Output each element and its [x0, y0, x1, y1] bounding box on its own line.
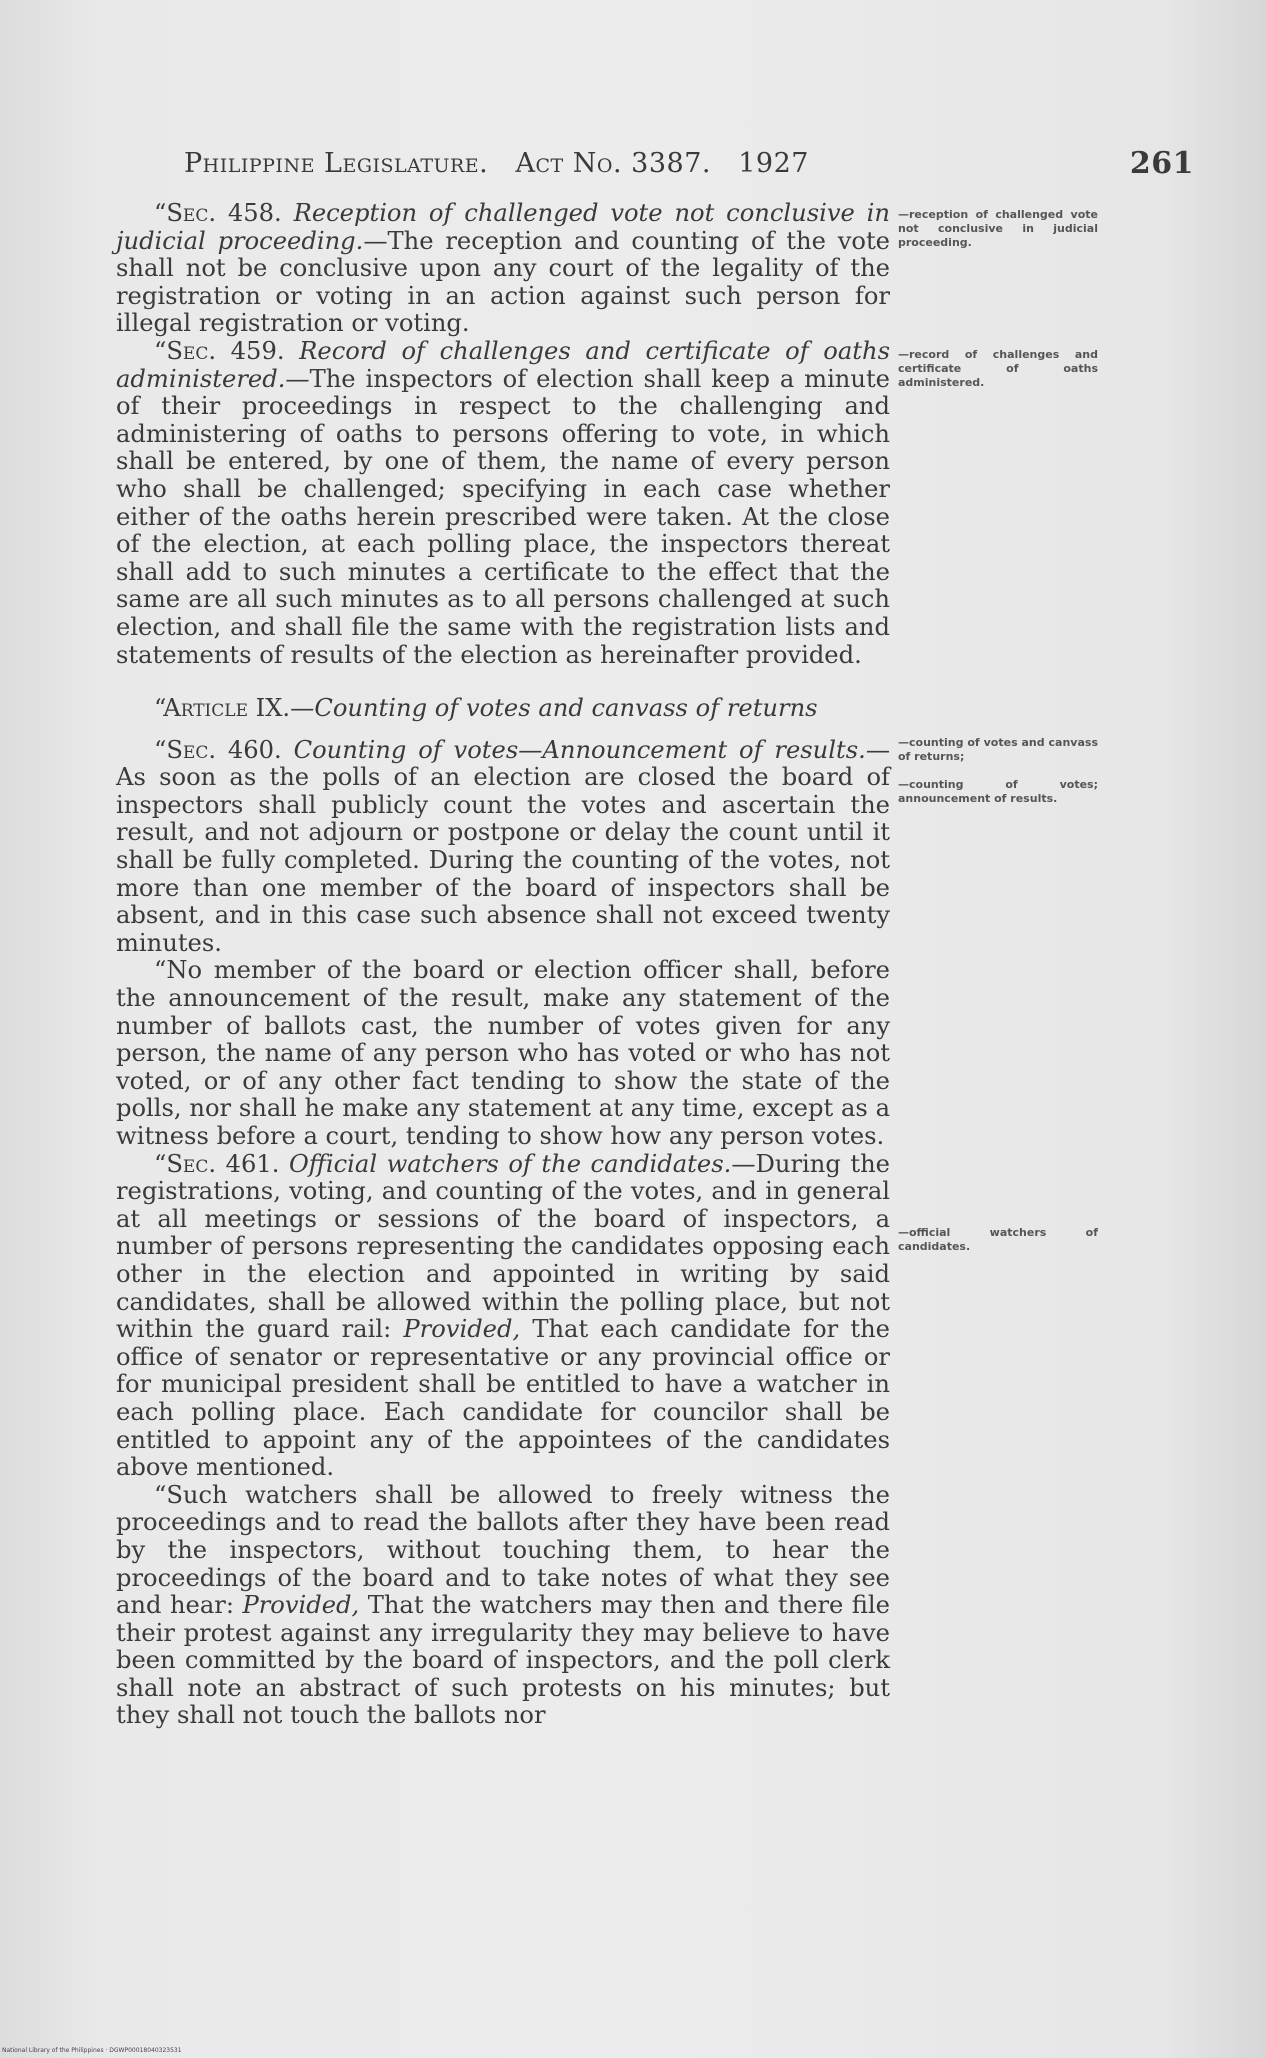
section-title: Reception of challenged vote not conclusive in judicial proceeding.: [116, 199, 890, 255]
header-year: 1927: [738, 148, 809, 179]
sidenote-458: —reception of challenged vote not conclusive in judicial proceeding.: [898, 208, 1098, 249]
section-461: [116, 1151, 890, 1482]
section-title: Record of challenges and certificate of oaths administered.: [116, 336, 890, 393]
page-number: 261: [1129, 146, 1194, 181]
scan-credit: National Library of the Philippines · DGWP00018040323531: [2, 2047, 182, 2054]
header-title: [184, 148, 809, 179]
section-number: “Sec. 461.: [154, 1149, 280, 1178]
section-458: [116, 200, 890, 338]
section-title: Official watchers of the candidates.: [288, 1149, 732, 1178]
sidenote-459: —record of challenges and certificate of oaths administered.: [898, 348, 1098, 389]
paragraph-no-member: “No member of the board or election officer shall, before the announcement of the result, make any statement of the number of ballots cast, the number of votes given for any person, the name of any person who has voted or who has not voted, or of any other fact tending to show the state of the polls, nor shall he make any statement at any time, except as a witness before a court, tending to show how any person votes.: [116, 956, 890, 1150]
article-ix-heading: [116, 695, 890, 723]
provided-word: Provided,: [403, 1315, 521, 1344]
section-title: Counting of votes—Announcement of results.: [293, 735, 866, 764]
section-text: —As soon as the polls of an election are closed the board of inspectors shall publicly count the votes and ascertain the result, and not adjourn or postpone or delay the count until it shall be fully completed. During the counting of the votes, not more than one member of the board of inspectors shall be absent, and in this case such absence shall not exceed twenty minutes.: [116, 735, 890, 957]
section-460: [116, 737, 890, 958]
section-text: That each candidate for the office of senator or representative or any provincial office or for municipal president shall be entitled to have a watcher in each polling place. Each candidate for councilor shall be entitled to appoint any of the appointees of the candidates above mentioned.: [116, 1315, 891, 1482]
section-text: —The reception and counting of the vote shall not be conclusive upon any court of the legality of the registration or voting in an action against such person for illegal registration or voting.: [116, 226, 890, 338]
section-number: “Sec. 458.: [154, 199, 282, 227]
article-title: —Counting of votes and canvass of returns: [290, 694, 818, 723]
header-act: Act No. 3387.: [515, 148, 711, 179]
paragraph-text: “Such watchers shall be allowed to freely witness the proceedings and to read the ballots after they have been read by the inspectors, without touching them, to hear the proceedings of the board and to take notes of what they see and hear:: [116, 1480, 890, 1620]
section-number: “Sec. 459.: [154, 336, 285, 365]
paragraph-watchers: [116, 1482, 890, 1730]
paragraph-text: That the watchers may then and there file their protest against any irregularity they may believe to have been committed by the board of inspectors, and the poll clerk shall note an abstract of such protests on his minutes; but they shall not touch the ballots nor: [116, 1591, 890, 1730]
sidenote-461: —official watchers of candidates.: [898, 1226, 1098, 1253]
section-number: “Sec. 460.: [154, 735, 282, 764]
section-text: —The inspectors of election shall keep a minute of their proceedings in respect to the challenging and administering of oaths to persons offering to vote, in which shall be entered, by one of them, the name of every person who shall be challenged; specifying in each case whether either of the oaths herein prescribed were taken. At the close of the election, at each polling place, the inspectors thereat shall add to such minutes a certificate to the effect that the same are all such minutes as to all persons challenged at such election, and shall file the same with the registration lists and statements of results of the election as hereinafter provided.: [116, 364, 890, 669]
body-text: [116, 200, 890, 1730]
provided-word: Provided,: [242, 1591, 360, 1620]
sidenote-article-ix: —counting of votes and canvass of returns;: [898, 736, 1098, 763]
article-number: “Article IX.: [154, 694, 291, 723]
sidenote-460: —counting of votes; announcement of results.: [898, 778, 1098, 805]
section-459: [116, 338, 890, 669]
header-legislature: Philippine Legislature.: [184, 148, 489, 179]
section-text: —During the registrations, voting, and counting of the votes, and in general at all meetings or sessions of the board of inspectors, a number of persons representing the candidates opposing each other in the election and appointed in writing by said candidates, shall be allowed within the polling place, but not within the guard rail:: [116, 1149, 890, 1344]
running-header: [184, 148, 1194, 188]
